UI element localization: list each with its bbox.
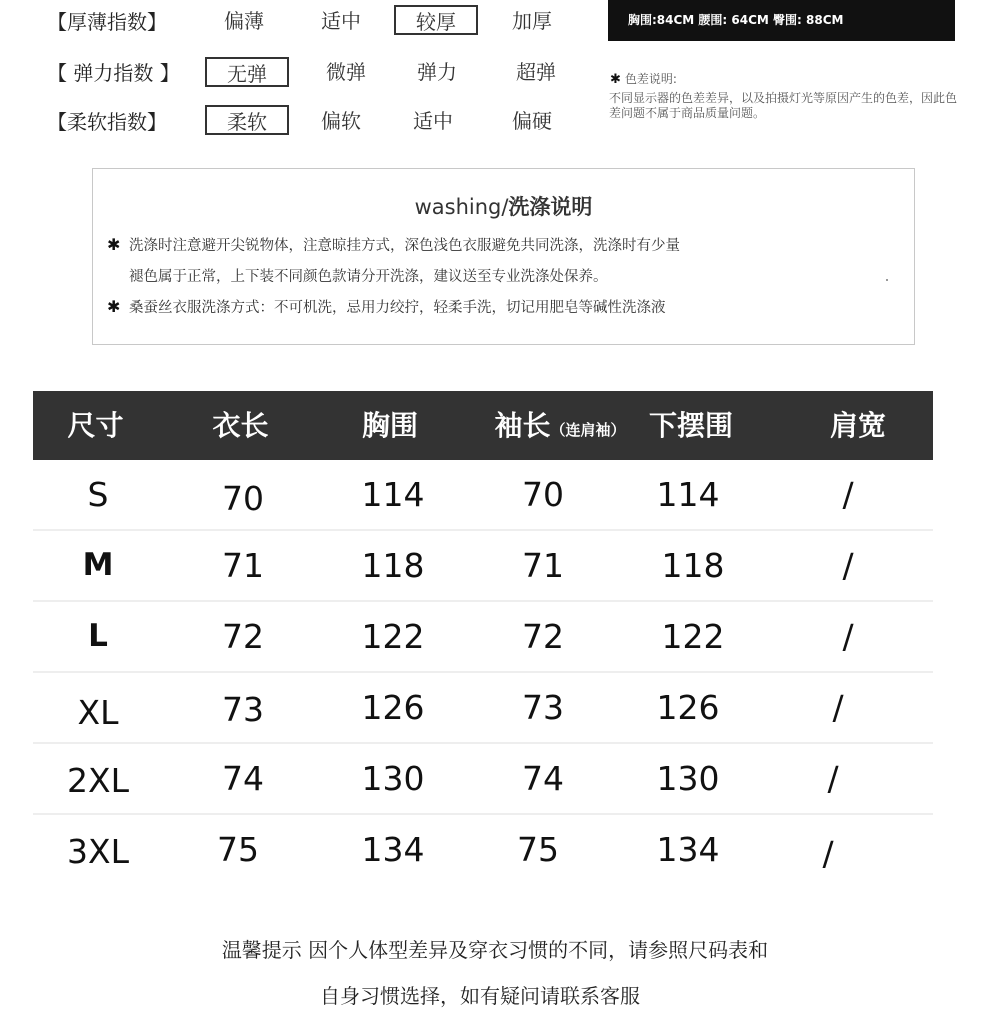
washing-title-en: washing/	[414, 195, 509, 219]
cell-hem: 114	[656, 475, 720, 514]
asterisk-icon: ✱	[107, 235, 121, 254]
color-note-title-text: 色差说明:	[624, 72, 677, 86]
washing-item-2: 桑蚕丝衣服洗涤方式：不可机洗，忌用力绞拧，轻柔手洗，切记用肥皂等碱性洗涤液	[129, 300, 666, 316]
cell-sleeve: 74	[522, 759, 564, 798]
asterisk-icon: ✱	[610, 72, 621, 87]
elasticity-option: 弹力	[417, 60, 457, 84]
cell-size: 3XL	[67, 832, 129, 871]
cell-hem: 134	[656, 830, 720, 869]
softness-option: 适中	[413, 109, 453, 133]
cell-chest: 122	[361, 617, 425, 656]
thickness-option: 加厚	[512, 9, 552, 33]
cell-chest: 114	[361, 475, 425, 514]
header-sleeve-note: （连肩袖）	[550, 421, 626, 439]
table-row	[33, 744, 933, 815]
cell-shoulder: /	[822, 834, 834, 873]
cell-hem: 118	[661, 546, 725, 585]
washing-title-zh: 洗涤说明	[508, 195, 593, 219]
cell-shoulder: /	[827, 759, 839, 798]
softness-option: 偏软	[321, 109, 361, 133]
cell-size: M	[82, 547, 114, 583]
cell-length: 72	[222, 617, 264, 656]
cell-chest: 130	[361, 759, 425, 798]
cell-size: 2XL	[67, 761, 129, 800]
washing-instructions-panel	[92, 168, 915, 345]
washing-item-1-line-2: 褪色属于正常，上下装不同颜色款请分开洗涤，建议送至专业洗涤处保养。	[129, 269, 608, 285]
header-chest: 胸围	[361, 409, 418, 442]
model-measurements-box	[608, 0, 955, 41]
cell-sleeve: 72	[522, 617, 564, 656]
cell-hem: 130	[656, 759, 720, 798]
softness-label: 【柔软指数】	[47, 110, 167, 134]
cell-chest: 126	[361, 688, 425, 727]
cell-size: XL	[77, 693, 119, 732]
thickness-option: 偏薄	[224, 9, 264, 33]
cell-shoulder: /	[842, 546, 854, 585]
header-sleeve	[480, 391, 640, 460]
cell-shoulder: /	[832, 688, 844, 727]
cell-sleeve: 75	[517, 830, 559, 869]
table-row	[33, 531, 933, 602]
washing-item	[107, 291, 897, 324]
header-shoulder: 肩宽	[829, 409, 886, 442]
tip-line-1: 温馨提示 因个人体型差异及穿衣习惯的不同，请参照尺码表和	[221, 938, 769, 962]
cell-sleeve: 73	[522, 688, 564, 727]
elasticity-option: 超弹	[516, 60, 556, 84]
softness-option-selected: 柔软	[205, 105, 289, 135]
table-row	[33, 602, 933, 673]
thickness-option: 适中	[321, 9, 361, 33]
cell-length: 75	[217, 830, 259, 869]
header-size: 尺寸	[67, 409, 124, 442]
cell-chest: 118	[361, 546, 425, 585]
cell-length: 70	[222, 479, 264, 518]
color-note-body: 不同显示器的色差差异，以及拍摄灯光等原因产生的色差，因此色差问题不属于商品质量问题。	[609, 91, 958, 120]
washing-item-1-line-1: 洗涤时注意避开尖锐物体，注意晾挂方式，深色浅色衣服避免共同洗涤，洗涤时有少量	[129, 238, 680, 254]
table-row	[33, 673, 933, 744]
washing-item	[107, 229, 897, 293]
cell-sleeve: 70	[522, 475, 564, 514]
cell-size: L	[88, 618, 108, 654]
model-measurements-text: 胸围:84CM 腰围: 64CM 臀围: 88CM	[628, 13, 844, 27]
header-length: 衣长	[212, 409, 269, 442]
elasticity-option: 微弹	[326, 60, 366, 84]
cell-hem: 126	[656, 688, 720, 727]
table-row	[33, 460, 933, 531]
table-row	[33, 815, 933, 886]
asterisk-icon: ✱	[107, 297, 121, 316]
size-table	[33, 391, 933, 886]
elasticity-option-selected: 无弹	[205, 57, 289, 87]
cell-size: S	[87, 475, 109, 514]
cell-length: 74	[222, 759, 264, 798]
cell-length: 71	[222, 546, 264, 585]
cell-shoulder: /	[842, 475, 854, 514]
elasticity-label: 【 弹力指数 】	[47, 61, 180, 85]
tip-line-2: 自身习惯选择，如有疑问请联系客服	[320, 984, 640, 1008]
softness-option: 偏硬	[512, 109, 552, 133]
thickness-label: 【厚薄指数】	[47, 10, 167, 34]
decorative-dot	[886, 279, 888, 281]
cell-shoulder: /	[842, 617, 854, 656]
thickness-option-selected: 较厚	[394, 5, 478, 35]
cell-sleeve: 71	[522, 546, 564, 585]
washing-title	[93, 191, 914, 221]
cell-chest: 134	[361, 830, 425, 869]
color-note-title	[610, 70, 677, 87]
cell-hem: 122	[661, 617, 725, 656]
cell-length: 73	[222, 690, 264, 729]
size-table-header	[33, 391, 933, 460]
header-sleeve-label: 袖长	[494, 409, 551, 442]
header-hem: 下摆围	[648, 409, 733, 442]
